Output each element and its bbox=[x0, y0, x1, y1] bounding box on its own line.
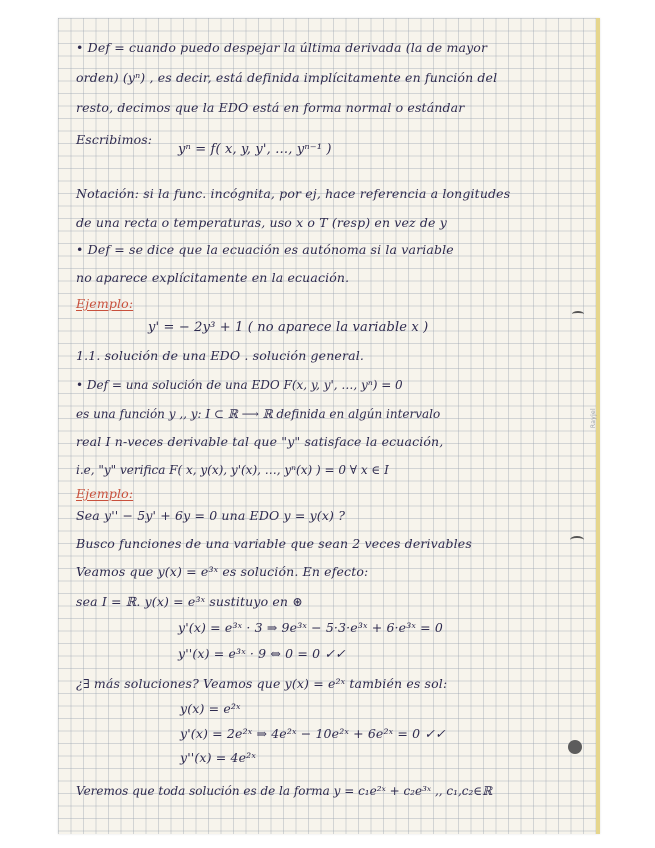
fold-mark-upper bbox=[572, 311, 584, 317]
note-line-busco-funciones: Busco funciones de una variable que sean 2 veces derivables bbox=[76, 536, 472, 551]
note-line-def-forma-normal-3: resto, decimos que la EDO está en forma normal o estándar bbox=[76, 100, 465, 115]
note-line-veamos-e3x: Veamos que y(x) = e³ˣ es solución. En efecto: bbox=[76, 564, 369, 579]
derivation-e2x-line-2: y'(x) = 2e²ˣ ⇒ 4e²ˣ − 10e²ˣ + 6e²ˣ = 0 ✓✓ bbox=[180, 726, 446, 741]
derivation-e3x-line-1: sea I = ℝ. y(x) = e³ˣ sustituyo en ⊛ bbox=[76, 594, 303, 609]
derivation-e3x-line-3: y''(x) = e³ˣ · 9 ⇔ 0 = 0 ✓✓ bbox=[178, 646, 346, 661]
note-line-notacion-2: de una recta o temperaturas, uso x o T (resp) en vez de y bbox=[76, 215, 447, 230]
section-title-solucion-edo: 1.1. solución de una EDO . solución general. bbox=[76, 348, 364, 363]
note-line-def-solucion-2: es una función y ,, y: I ⊂ ℝ ⟶ ℝ definida en algún intervalo bbox=[76, 407, 441, 421]
formula-forma-normal: yⁿ = f( x, y, y', …, yⁿ⁻¹ ) bbox=[178, 142, 332, 157]
note-line-notacion-1: Notación: si la func. incógnita, por ej, hace referencia a longitudes bbox=[76, 186, 511, 201]
note-line-def-forma-normal-2: orden) (yⁿ) , es decir, está definida implícitamente en función del bbox=[76, 70, 498, 85]
punch-hole bbox=[568, 740, 582, 754]
fold-mark-lower bbox=[570, 536, 584, 544]
note-line-def-solucion-4: i.e, "y" verifica F( x, y(x), y'(x), …, yⁿ(x) ) = 0 ∀ x ∈ I bbox=[76, 463, 389, 477]
note-line-mas-soluciones: ¿∃ más soluciones? Veamos que y(x) = e²ˣ también es sol: bbox=[76, 676, 448, 691]
note-line-def-autonoma-2: no aparece explícitamente en la ecuación. bbox=[76, 270, 350, 285]
derivation-e2x-line-3: y''(x) = 4e²ˣ bbox=[180, 750, 256, 765]
derivation-e3x-line-2: y'(x) = e³ˣ · 3 ⇒ 9e³ˣ − 5·3·e³ˣ + 6·e³ˣ = 0 bbox=[178, 620, 443, 635]
example-edo-statement: Sea y'' − 5y' + 6y = 0 una EDO y = y(x) ? bbox=[76, 508, 346, 523]
notebook-page bbox=[58, 18, 600, 834]
note-line-def-solucion-1: • Def = una solución de una EDO F(x, y, y', …, yⁿ) = 0 bbox=[76, 378, 403, 392]
note-line-escribimos: Escribimos: bbox=[76, 132, 153, 147]
heading-ejemplo-2: Ejemplo: bbox=[76, 486, 134, 501]
note-line-def-solucion-3: real I n-veces derivable tal que "y" satisface la ecuación, bbox=[76, 434, 444, 449]
heading-ejemplo-1: Ejemplo: bbox=[76, 296, 134, 311]
example-equation-autonoma: y' = − 2y³ + 1 ( no aparece la variable x ) bbox=[148, 320, 429, 335]
note-line-solucion-general: Veremos que toda solución es de la forma y = c₁e²ˣ + c₂e³ˣ ,, c₁,c₂∈ℝ bbox=[76, 784, 493, 798]
paper-brand-mark: Rayjel bbox=[590, 408, 597, 429]
note-line-def-forma-normal-1: • Def = cuando puedo despejar la última derivada (la de mayor bbox=[76, 40, 488, 55]
derivation-e2x-line-1: y(x) = e²ˣ bbox=[180, 701, 241, 716]
note-line-def-autonoma-1: • Def = se dice que la ecuación es autónoma si la variable bbox=[76, 242, 454, 257]
